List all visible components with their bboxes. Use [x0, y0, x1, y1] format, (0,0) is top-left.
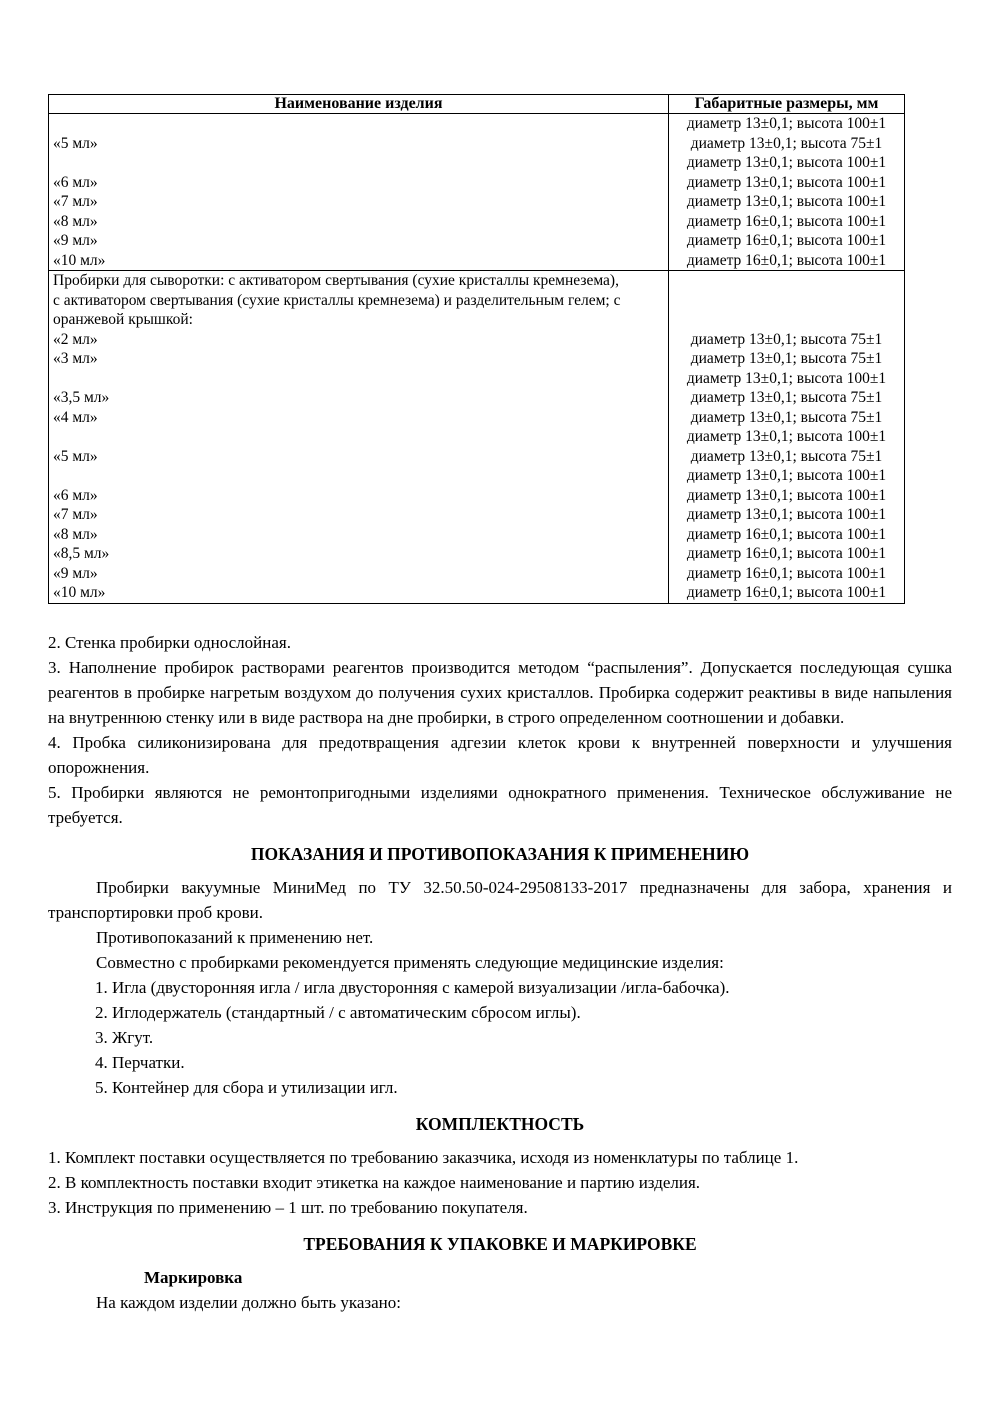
- list-item: 5. Контейнер для сбора и утилизации игл.: [95, 1077, 398, 1097]
- column-header-dimensions: Габаритные размеры, мм: [669, 95, 905, 114]
- product-name-cell: «7 мл»: [49, 192, 669, 212]
- product-name-cell: «6 мл»: [49, 173, 669, 193]
- table-row: [49, 544, 905, 564]
- table-row: [49, 447, 905, 467]
- product-name-cell: «8 мл»: [49, 525, 669, 545]
- product-name-cell: «8 мл»: [49, 212, 669, 232]
- dimensions-cell: диаметр 13±0,1; высота 100±1: [669, 192, 905, 212]
- recommended-devices-list: [48, 975, 952, 1100]
- section-heading-packaging: ТРЕБОВАНИЯ К УПАКОВКЕ И МАРКИРОВКЕ: [303, 1233, 697, 1254]
- table-row: [49, 505, 905, 525]
- product-name-cell: «3,5 мл»: [49, 388, 669, 408]
- dimensions-cell: диаметр 13±0,1; высота 100±1: [669, 466, 905, 486]
- dimensions-cell: диаметр 16±0,1; высота 100±1: [669, 231, 905, 251]
- completeness-paragraph-2: 2. В комплектность поставки входит этикетка на каждое наименование и партию изделия.: [48, 1172, 701, 1192]
- product-name-cell: «5 мл»: [49, 134, 669, 154]
- table-row: [49, 251, 905, 271]
- product-name-cell: «5 мл»: [49, 447, 669, 467]
- dimensions-cell: диаметр 13±0,1; высота 100±1: [669, 114, 905, 134]
- serum-group-header-row: [49, 271, 905, 330]
- product-name-cell: «4 мл»: [49, 408, 669, 428]
- list-item: 3. Жгут.: [95, 1027, 154, 1047]
- product-name-cell: [49, 369, 669, 389]
- product-name-cell: «8,5 мл»: [49, 544, 669, 564]
- product-name-cell: «6 мл»: [49, 486, 669, 506]
- dimensions-cell: диаметр 13±0,1; высота 100±1: [669, 173, 905, 193]
- table-header-row: [49, 95, 905, 114]
- section-heading-completeness: КОМПЛЕКТНОСТЬ: [415, 1113, 585, 1134]
- indications-paragraph-2: Противопоказаний к применению нет.: [96, 927, 374, 947]
- list-item: 1. Игла (двусторонняя игла / игла двусторонняя с камерой визуализации /игла-бабочка).: [95, 977, 730, 997]
- indications-paragraph-1: Пробирки вакуумные МиниМед по ТУ 32.50.50-024-29508133-2017 предназначены для забора, хранения и транспортировки проб крови.: [48, 877, 952, 922]
- table-row: [49, 212, 905, 232]
- dimensions-cell: диаметр 13±0,1; высота 75±1: [669, 408, 905, 428]
- table-row: [49, 231, 905, 251]
- table-row: [49, 583, 905, 603]
- list-item: 2. Иглодержатель (стандартный / с автоматическим сбросом иглы).: [95, 1002, 581, 1022]
- dimensions-cell: диаметр 13±0,1; высота 75±1: [669, 388, 905, 408]
- description-paragraph-3: 3. Наполнение пробирок растворами реагентов производится методом “распыления”. Допускается последующая сушка реагентов в пробирке нагретым воздухом до получения сухих кристаллов. Пробирка содержит реактивы в виде напыления на внутреннюю стенку или в виде раствора на дне пробирки, в строго определенном соотношении и добавки.: [48, 657, 952, 727]
- product-name-cell: «10 мл»: [49, 583, 669, 603]
- dimensions-cell: диаметр 16±0,1; высота 100±1: [669, 564, 905, 584]
- table-row: [49, 388, 905, 408]
- dimensions-cell: диаметр 13±0,1; высота 75±1: [669, 349, 905, 369]
- column-header-product-name: Наименование изделия: [49, 95, 669, 114]
- dimensions-cell: диаметр 13±0,1; высота 100±1: [669, 486, 905, 506]
- table-row: [49, 330, 905, 350]
- dimensions-cell-empty: [669, 271, 905, 330]
- table-row: [49, 525, 905, 545]
- indications-paragraph-3: Совместно с пробирками рекомендуется применять следующие медицинские изделия:: [96, 952, 724, 972]
- product-name-cell: [49, 427, 669, 447]
- dimensions-cell: диаметр 13±0,1; высота 75±1: [669, 134, 905, 154]
- dimensions-cell: диаметр 16±0,1; высота 100±1: [669, 583, 905, 603]
- table-row: [49, 564, 905, 584]
- description-paragraph-2: 2. Стенка пробирки однослойная.: [48, 632, 291, 652]
- product-name-cell: «10 мл»: [49, 251, 669, 271]
- dimensions-cell: диаметр 16±0,1; высота 100±1: [669, 544, 905, 564]
- dimensions-cell: диаметр 16±0,1; высота 100±1: [669, 212, 905, 232]
- dimensions-cell: диаметр 16±0,1; высота 100±1: [669, 525, 905, 545]
- product-name-cell: [49, 466, 669, 486]
- table-row: [49, 134, 905, 154]
- product-name-cell: «3 мл»: [49, 349, 669, 369]
- table-row: [49, 486, 905, 506]
- dimensions-cell: диаметр 13±0,1; высота 100±1: [669, 369, 905, 389]
- product-name-cell: «9 мл»: [49, 564, 669, 584]
- table-row: [49, 153, 905, 173]
- section-heading-indications: ПОКАЗАНИЯ И ПРОТИВОПОКАЗАНИЯ К ПРИМЕНЕНИЮ: [250, 843, 750, 864]
- dimensions-cell: диаметр 16±0,1; высота 100±1: [669, 251, 905, 271]
- table-row: [49, 369, 905, 389]
- dimensions-cell: диаметр 13±0,1; высота 100±1: [669, 427, 905, 447]
- list-item: 4. Перчатки.: [95, 1052, 185, 1072]
- dimensions-cell: диаметр 13±0,1; высота 100±1: [669, 505, 905, 525]
- serum-group-header-cell: Пробирки для сыворотки: с активатором свертывания (сухие кристаллы кремнезема), с активатором свертывания (сухие кристаллы кремнезема) и разделительным гелем; с оранжевой крышкой:: [49, 271, 669, 330]
- description-paragraph-5: 5. Пробирки являются не ремонтопригодными изделиями однократного применения. Техническое обслуживание не требуется.: [48, 782, 952, 827]
- product-name-cell: [49, 153, 669, 173]
- table-row: [49, 408, 905, 428]
- table-row: [49, 192, 905, 212]
- table-row: [49, 173, 905, 193]
- dimensions-cell: диаметр 13±0,1; высота 75±1: [669, 447, 905, 467]
- description-paragraph-4: 4. Пробка силиконизирована для предотвращения адгезии клеток крови к внутренней поверхности и улучшения опорожнения.: [48, 732, 952, 777]
- completeness-paragraph-1: 1. Комплект поставки осуществляется по требованию заказчика, исходя из номенклатуры по таблице 1.: [48, 1147, 799, 1167]
- completeness-paragraph-3: 3. Инструкция по применению – 1 шт. по требованию покупателя.: [48, 1197, 528, 1217]
- product-name-cell: «2 мл»: [49, 330, 669, 350]
- dimensions-cell: диаметр 13±0,1; высота 75±1: [669, 330, 905, 350]
- table-row: [49, 427, 905, 447]
- dimensions-cell: диаметр 13±0,1; высота 100±1: [669, 153, 905, 173]
- table-row: [49, 349, 905, 369]
- product-dimensions-table: [48, 94, 905, 604]
- table-row: [49, 114, 905, 134]
- product-name-cell: «7 мл»: [49, 505, 669, 525]
- packaging-paragraph-1: На каждом изделии должно быть указано:: [96, 1292, 401, 1312]
- product-name-cell: [49, 114, 669, 134]
- marking-subheading: Маркировка: [144, 1267, 243, 1287]
- table-row: [49, 466, 905, 486]
- product-name-cell: «9 мл»: [49, 231, 669, 251]
